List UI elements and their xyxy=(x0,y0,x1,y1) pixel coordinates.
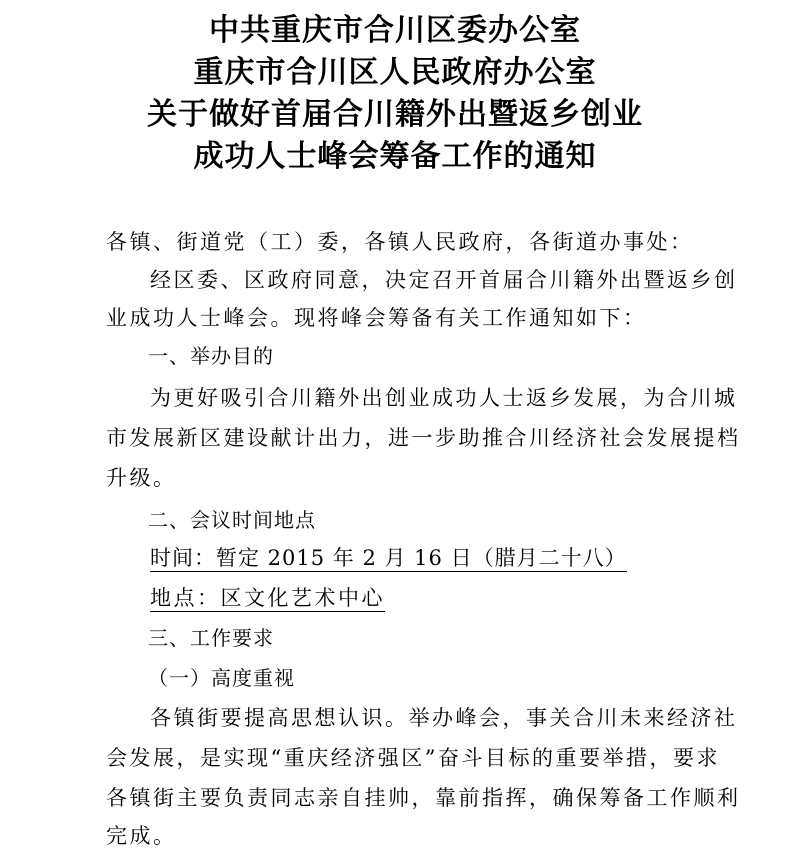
section-1-heading: 一、举办目的 xyxy=(148,344,274,368)
title-line-2: 重庆市合川区人民政府办公室 xyxy=(193,55,597,90)
subsection-1-line-4: 完成。 xyxy=(106,824,177,848)
document-title xyxy=(0,10,790,178)
meeting-place-text: 地点：区文化艺术中心 xyxy=(150,586,385,610)
section-1-line-2: 市发展新区建设献计出力，进一步助推合川经济社会发展提档 xyxy=(106,426,741,450)
subsection-1-line-2: 会发展，是实现“重庆经济强区”奋斗目标的重要举措，要求 xyxy=(106,746,720,770)
meeting-time-text: 时间：暂定 2015 年 2 月 16 日（腊月二十八） xyxy=(150,546,627,570)
section-1-line-1: 为更好吸引合川籍外出创业成功人士返乡发展，为合川城 xyxy=(150,386,738,410)
meeting-place xyxy=(150,584,385,612)
subsection-1-heading: （一）高度重视 xyxy=(148,666,295,690)
intro-line-1: 经区委、区政府同意，决定召开首届合川籍外出暨返乡创 xyxy=(150,268,738,292)
section-3-heading: 三、工作要求 xyxy=(148,626,274,650)
section-1-line-3: 升级。 xyxy=(106,466,177,490)
subsection-1-line-3: 各镇街主要负责同志亲自挂帅，靠前指挥，确保筹备工作顺利 xyxy=(106,786,741,810)
meeting-time xyxy=(150,544,627,572)
intro-line-2: 业成功人士峰会。现将峰会筹备有关工作通知如下： xyxy=(106,306,647,330)
title-line-3: 关于做好首届合川籍外出暨返乡创业 xyxy=(147,97,643,132)
title-line-1: 中共重庆市合川区委办公室 xyxy=(209,13,581,48)
title-line-4: 成功人士峰会筹备工作的通知 xyxy=(193,139,597,174)
section-2-heading: 二、会议时间地点 xyxy=(148,508,316,532)
subsection-1-line-1: 各镇街要提高思想认识。举办峰会，事关合川未来经济社 xyxy=(150,706,738,730)
salutation: 各镇、街道党（工）委，各镇人民政府，各街道办事处： xyxy=(106,230,694,254)
